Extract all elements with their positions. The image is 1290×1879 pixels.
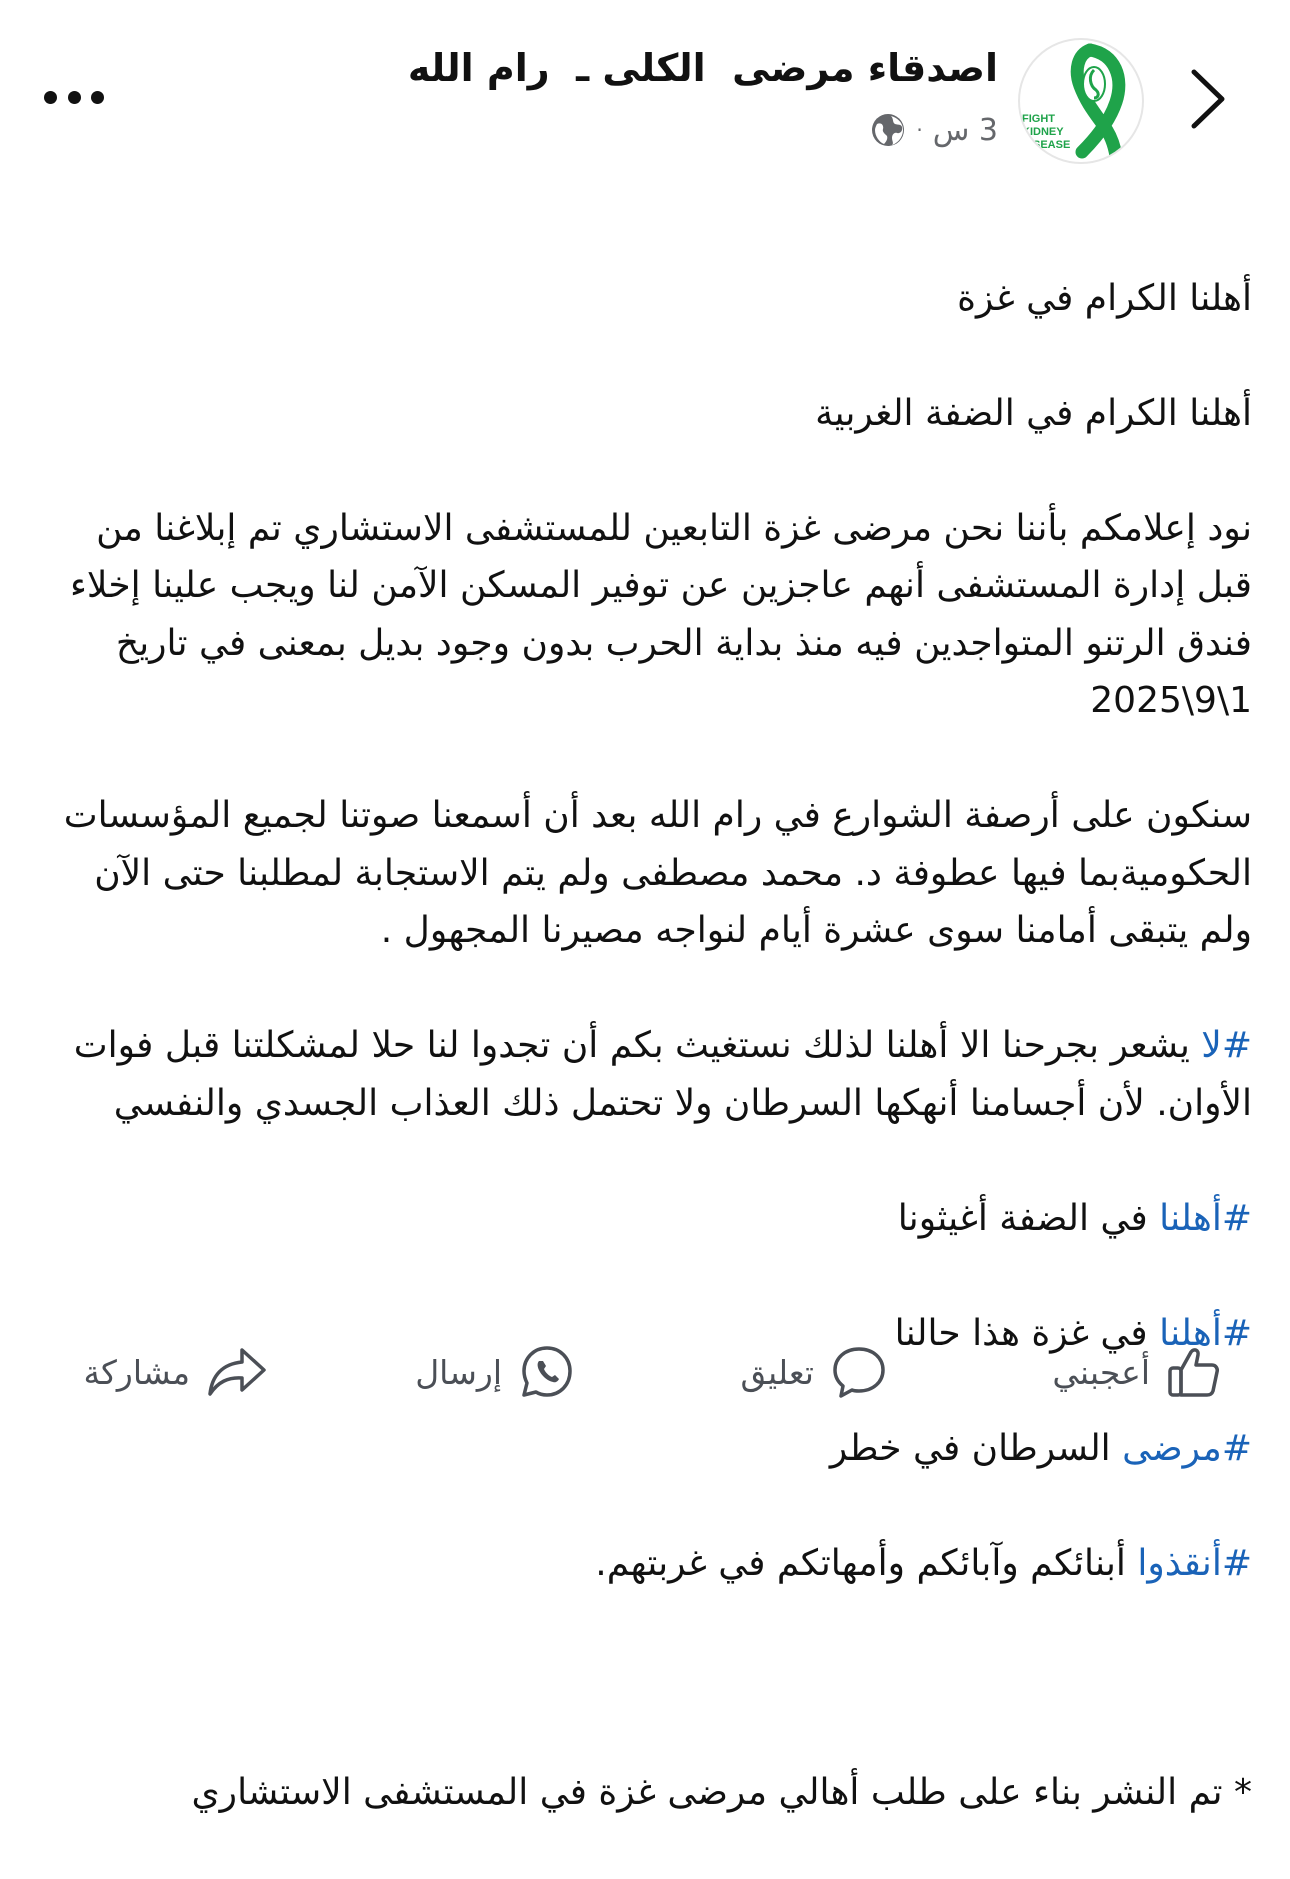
hashtag-text: أبنائكم وآبائكم وأمهاتكم في غربتهم. [595,1542,1138,1584]
post-line: نود إعلامكم بأننا نحن مرضى غزة التابعين للمستشفى الاستشاري تم إبلاغنا من قبل إدارة المستشفى أنهم عاجزين عن توفير المسكن الآمن لنا ويجب علينا إخلاء فندق الرتنو المتواجدين فيه منذ بداية الحرب بدون وجود بديل بمعنى في تاريخ 1\9\2025 [70,507,1252,721]
hashtag-text: يشعر بجرحنا الا أهلنا لذلك نستغيث بكم أن تجدوا لنا حلا لمشكلتنا قبل فوات الأوان. لأن أجسامنا أنهكها السرطان ولا تحتمل ذلك العذاب الجسدي والنفسي [73,1025,1252,1124]
page-name[interactable]: اصدقاء مرضى الكلى ـ رام الله [407,46,998,90]
hashtag-paragraph [40,1017,1252,1132]
hashtag-text: في الضفة أغيثونا [897,1197,1160,1239]
share-icon [206,1344,268,1400]
avatar-text-3: DISEASE [1022,139,1071,151]
post-line: أهلنا الكرام في الضفة الغربية [815,392,1252,434]
hashtag-link[interactable]: #أنقذوا [1137,1542,1252,1584]
meta-separator: · [916,118,923,142]
more-dot [68,91,81,104]
like-button[interactable] [1052,1344,1222,1400]
chevron-right-icon [1188,66,1228,132]
like-label: أعجبني [1052,1352,1150,1392]
share-button[interactable] [83,1344,268,1400]
hashtag-paragraph [40,1420,1252,1478]
avatar-text-1: FIGHT [1022,113,1055,125]
hashtag-link[interactable]: #أهلنا [1159,1312,1252,1354]
thumbs-up-icon [1166,1344,1222,1400]
hashtag-link[interactable]: #لا [1201,1025,1252,1066]
hashtag-text: السرطان في خطر [829,1427,1123,1469]
post-meta [870,110,998,150]
more-dot [44,91,57,104]
whatsapp-icon [518,1343,576,1401]
post-line: أهلنا الكرام في غزة [957,277,1252,319]
more-options-button[interactable] [44,82,104,112]
post-header [0,0,1290,190]
post-line: سنكون على أرصفة الشوارع في رام الله بعد أن أسمعنا صوتنا لجميع المؤسسات الحكوميةبما فيها عطوفة د. محمد مصطفى ولم يتم الاستجابة لمطلبنا حتى الآن ولم يتبقى أمامنا سوى عشرة أيام لنواجه مصيرنا المجهول . [63,795,1252,951]
comment-button[interactable] [740,1344,888,1400]
send-label: إرسال [415,1352,502,1392]
post-time: 3 س [932,112,998,148]
post-action-bar [0,1330,1290,1410]
green-ribbon-logo-icon [1020,40,1142,162]
paragraph-spacer [40,1650,1252,1707]
share-label: مشاركة [83,1352,190,1392]
hashtag-paragraph [40,1535,1252,1593]
hashtag-text: في غزة هذا حالنا [894,1312,1160,1354]
post-footnote: * تم النشر بناء على طلب أهالي مرضى غزة في المستشفى الاستشاري [191,1772,1252,1813]
hashtag-paragraph [40,1190,1252,1248]
comment-icon [830,1344,888,1400]
avatar-text-2: KIDNEY [1022,126,1064,138]
page-avatar[interactable] [1018,38,1144,164]
post-text [40,212,1252,1879]
send-button[interactable] [415,1344,576,1400]
hashtag-link[interactable]: #أهلنا [1159,1197,1252,1239]
hashtag-link[interactable]: #مرضى [1122,1427,1252,1469]
more-dot [91,91,104,104]
globe-icon [870,112,906,148]
comment-label: تعليق [740,1352,814,1392]
back-button[interactable] [1188,66,1228,132]
